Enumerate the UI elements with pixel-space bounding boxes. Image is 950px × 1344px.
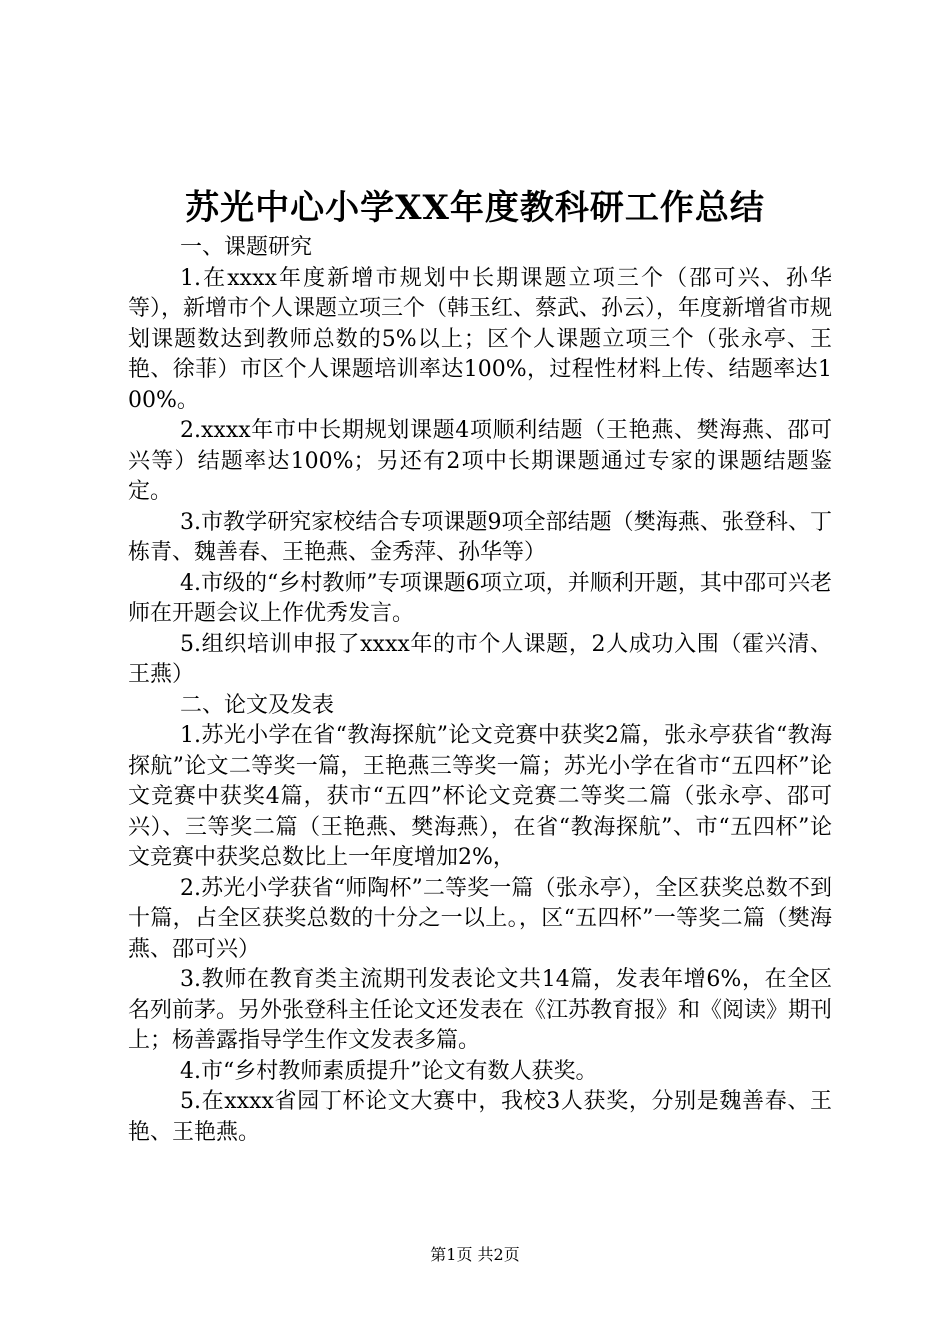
section-heading-research: 一、课题研究 (180, 235, 313, 260)
paragraph: 1.苏光小学在省“教海探航”论文竞赛中获奖2篇，张永亭获省“教海探航”论文二等奖一篇，王艳燕三等奖一篇；苏光小学在省市“五四杯”论文竞赛中获奖4篇，获市“五四”杯论文竞赛二等奖二篇（张永亭、邵可兴）、三等奖二篇（王艳燕、樊海燕），在省“教海探航”、市“五四杯”论文竞赛中获奖总数比上一年度增加2%， (128, 723, 832, 870)
paragraph: 2.苏光小学获省“师陶杯”二等奖一篇（张永亭），全区获奖总数不到十篇，占全区获奖总数的十分之一以上。，区“五四杯”一等奖二篇（樊海燕、邵可兴） (128, 875, 832, 962)
paragraph: 3.市教学研究家校结合专项课题9项全部结题（樊海燕、张登科、丁栋青、魏善春、王艳燕、金秀萍、孙华等） (128, 509, 832, 565)
paragraph: 5.在xxxx省园丁杯论文大赛中，我校3人获奖，分别是魏善春、王艳、王艳燕。 (128, 1089, 832, 1145)
paragraph: 1.在xxxx年度新增市规划中长期课题立项三个（邵可兴、孙华等），新增市个人课题立项三个（韩玉红、蔡武、孙云），年度新增省市规划课题数达到教师总数的5%以上；区个人课题立项三个（张永亭、王艳、徐菲）市区个人课题培训率达100%，过程性材料上传、结题率达100%。 (128, 265, 833, 413)
document-title: 苏光中心小学XX年度教科研工作总结 (185, 188, 765, 228)
paragraph: 3.教师在教育类主流期刊发表论文共14篇，发表年增6%，在全区名列前茅。另外张登科主任论文还发表在《江苏教育报》和《阅读》期刊上；杨善露指导学生作文发表多篇。 (128, 967, 833, 1053)
page-footer: 第1页 共2页 (430, 1245, 520, 1264)
paragraph: 4.市级的“乡村教师”专项课题6项立项，并顺利开题，其中邵可兴老师在开题会议上作优秀发言。 (128, 570, 832, 626)
paragraph: 2.xxxx年市中长期规划课题4项顺利结题（王艳燕、樊海燕、邵可兴等）结题率达100%；另还有2项中长期课题通过专家的课题结题鉴定。 (128, 418, 832, 504)
paragraph: 4.市“乡村教师素质提升”论文有数人获奖。 (180, 1058, 598, 1084)
section-heading-papers: 二、论文及发表 (180, 692, 335, 718)
paragraph: 5.组织培训申报了xxxx年的市个人课题，2人成功入围（霍兴清、王燕） (128, 631, 832, 687)
document-body (128, 233, 832, 1148)
